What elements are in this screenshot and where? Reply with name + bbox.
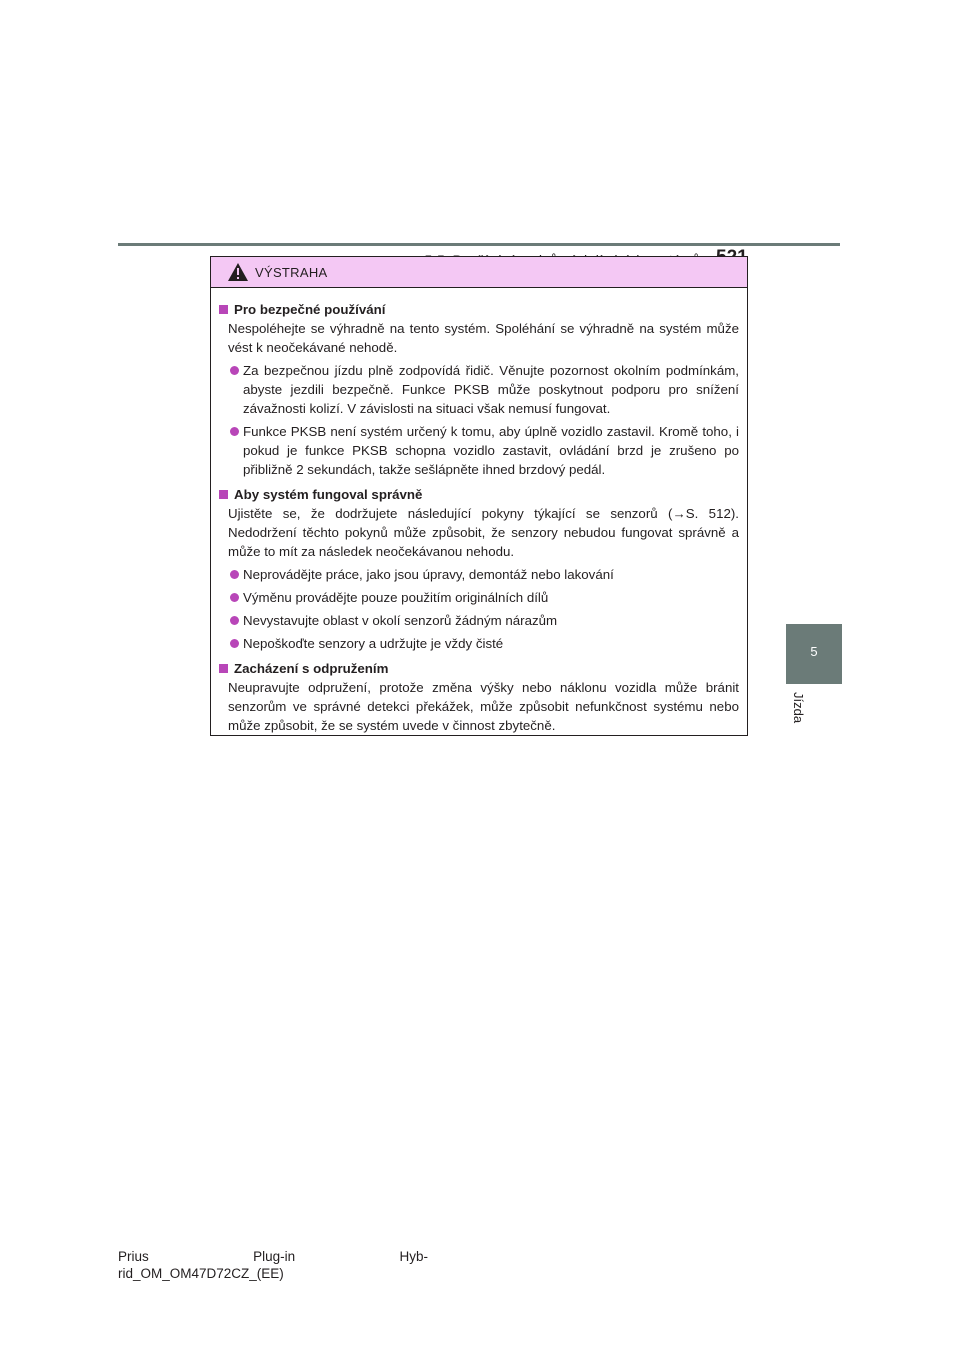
list-item: Výměnu provádějte pouze použitím originálních dílů — [217, 588, 739, 607]
square-bullet-icon — [219, 490, 228, 499]
chapter-tab[interactable] — [786, 624, 842, 684]
chapter-label: Jízda — [791, 692, 806, 724]
header-rule — [118, 243, 840, 246]
section-heading: Aby systém fungoval správně — [217, 485, 739, 504]
list-item: Funkce PKSB není systém určený k tomu, aby úplně vozidlo zastavil. Kromě toho, i pokud je funkce PKSB schopna vozidlo zastavit, ovládání brzd je zrušeno po přibližně 2 sekundách, takže sešlápněte ihned brzdový pedál. — [217, 422, 739, 479]
section-text: Nespoléhejte se výhradně na tento systém. Spoléhání se výhradně na systém může vést k neočekávané nehodě. — [228, 321, 739, 355]
square-bullet-icon — [219, 664, 228, 673]
section-text: Neupravujte odpružení, protože změna výšky nebo náklonu vozidla může bránit senzorům ve správné detekci překážek, může způsobit nefunkčnost systému nebo může způsobit, že se systém uvede v činnost zbytečně. — [228, 680, 739, 733]
dot-bullet-icon — [230, 616, 239, 625]
warning-label: VÝSTRAHA — [255, 264, 328, 280]
footer — [118, 1248, 448, 1282]
dot-bullet-icon — [230, 570, 239, 579]
square-bullet-icon — [219, 305, 228, 314]
footer-type: Hyb- — [399, 1249, 428, 1264]
list-item: Nevystavujte oblast v okolí senzorů žádným nárazům — [217, 611, 739, 630]
section-heading: Pro bezpečné používání — [217, 300, 739, 319]
warning-box — [210, 256, 748, 736]
footer-code: rid_OM_OM47D72CZ_(EE) — [118, 1266, 284, 1281]
section-heading: Zacházení s odpružením — [217, 659, 739, 678]
footer-variant: Plug-in — [253, 1249, 296, 1264]
section-text: Ujistěte se, že dodržujete následující pokyny týkající se senzorů (→S. 512). Nedodržení těchto pokynů může způsobit, že senzory nebudou fungovat správně a může to mít za následek neočekávanou nehodu. — [228, 506, 739, 559]
dot-bullet-icon — [230, 366, 239, 375]
list-item: Neprovádějte práce, jako jsou úpravy, demontáž nebo lakování — [217, 565, 739, 584]
warning-content — [211, 288, 747, 735]
warning-header — [211, 257, 747, 288]
list-item: Nepoškoďte senzory a udržujte je vždy čisté — [217, 634, 739, 653]
footer-model: Prius — [118, 1249, 149, 1264]
dot-bullet-icon — [230, 427, 239, 436]
list-item: Za bezpečnou jízdu plně zodpovídá řidič. Věnujte pozornost okolním podmínkám, abyste jezdili bezpečně. Funkce PKSB může poskytnout podporu pro snížení závažnosti kolizí. V závislosti na situaci však nemusí fungovat. — [217, 361, 739, 418]
warning-triangle-icon — [227, 262, 249, 282]
dot-bullet-icon — [230, 593, 239, 602]
dot-bullet-icon — [230, 639, 239, 648]
chapter-number: 5 — [810, 644, 818, 659]
